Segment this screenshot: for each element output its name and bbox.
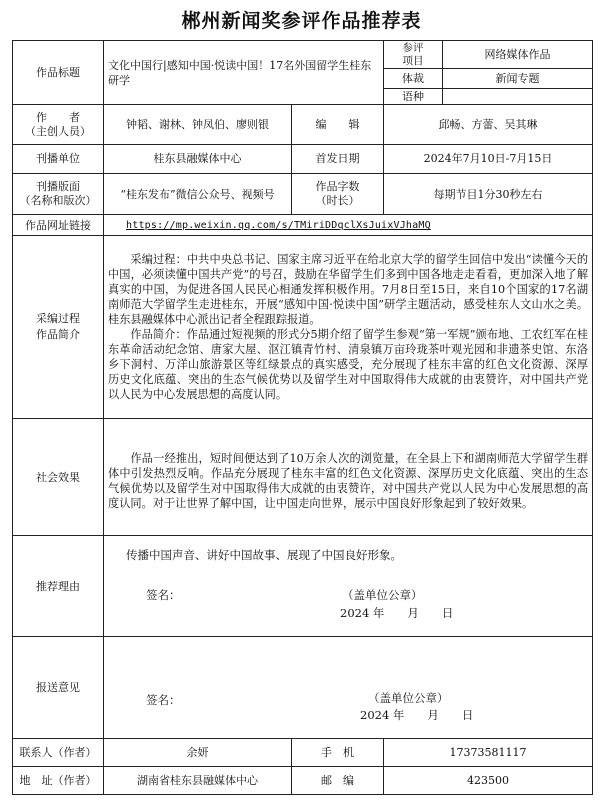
process-label: 采编过程 作品简介 [13, 236, 104, 419]
publisher-label: 刊播单位 [13, 144, 104, 173]
reason-date: 2024 年 月 日 [340, 606, 454, 621]
process-paragraph: 采编过程：中共中央总书记、国家主席习近平在给北京大学的留学生回信中发出“读懂今天的中国，必须读懂中国共产党”的号召，鼓励在华留学生们多到中国各地走走看看，更加深入地了解真实的中国，为促进各国人民民心相通发挥积极作用。7月8日至15日，来自10个国家的17名湖南师范大学留学生走进桂东，开展“感知中国·悦读中国”研学主题活动，感受桂东人文山水之美。桂东县融媒体中心派出记者全程跟踪报道。 [108, 253, 589, 327]
address-value: 湖南省桂东县融媒体中心 [104, 766, 292, 794]
work-title-value: 文化中国行|感知中国·悦读中国！17名外国留学生桂东研学 [104, 41, 384, 105]
effect-body [104, 418, 593, 535]
effect-label: 社会效果 [13, 418, 104, 535]
url-label: 作品网址链接 [13, 215, 104, 236]
author-label: 作 者 （主创人员） [13, 105, 104, 144]
work-title-label: 作品标题 [13, 41, 104, 105]
opinion-cell [104, 637, 593, 739]
genre-value: 新闻专题 [443, 69, 593, 89]
opinion-seal-note: （盖单位公章） [368, 691, 449, 706]
first-date-label: 首发日期 [292, 144, 384, 173]
publisher-value: 桂东县融媒体中心 [104, 144, 292, 173]
opinion-signature-label: 签名： [146, 693, 181, 708]
reason-signature-label: 签名： [146, 588, 181, 603]
effect-paragraph: 作品一经推出，短时间便达到了10万余人次的浏览量，在全县上下和湖南师范大学留学生群体中引发热烈反响。作品充分展现了桂东丰富的红色文化资源、深厚历史文化底蕴、突出的生态气候优势以及留学生对中国取得伟大成就的由衷赞许，对中国共产党以人民为中心发展思想的高度认同。对于让世界了解中国，让中国走向世界，展示中国良好形象起到了较好效果。 [108, 452, 589, 511]
author-value: 钟韬、谢林、钟凤伯、廖则银 [104, 105, 292, 144]
editor-label: 编 辑 [292, 105, 384, 144]
layout-label: 刊播版面 （名称和版次） [13, 173, 104, 215]
genre-label: 体裁 [384, 69, 443, 89]
reason-label: 推荐理由 [13, 536, 104, 637]
address-label: 地 址（作者） [13, 766, 104, 794]
language-label: 语种 [384, 88, 443, 105]
word-count-label: 作品字数 （时长） [292, 173, 384, 215]
reason-text: 传播中国声音、讲好中国故事、展现了中国良好形象。 [126, 548, 402, 563]
category-value: 网络媒体作品 [443, 41, 593, 69]
editor-value: 邱畅、方蕾、吴其琳 [384, 105, 593, 144]
category-label: 参评 项目 [384, 41, 443, 69]
process-body [104, 236, 593, 419]
first-date-value: 2024年7月10日-7月15日 [384, 144, 593, 173]
opinion-date: 2024 年 月 日 [360, 708, 474, 723]
intro-paragraph: 作品简介：作品通过短视频的形式分5期介绍了留学生参观“第一军规”颁布地、工农红军在桂东革命活动纪念馆、唐家大屋、沤江镇青竹村、清泉镇万亩玲珑茶叶观光园和非遗茶史馆、东洛乡下洞村、万洋山旅游景区等红绿景点的真实感受，充分展现了桂东丰富的红色文化资源、深厚历史文化底蕴、突出的生态气候优势以及留学生对中国取得伟大成就的由衷赞许，对中国共产党以人民为中心发展思想的高度认同。 [108, 328, 589, 402]
phone-label: 手 机 [292, 738, 384, 766]
work-url-link[interactable]: https://mp.weixin.qq.com/s/TMiriDDqclXsJuixVJhaMQ [126, 220, 431, 232]
contact-value: 余妍 [104, 738, 292, 766]
postcode-label: 邮 编 [292, 766, 384, 794]
reason-seal-note: （盖单位公章） [342, 588, 423, 603]
phone-value: 17373581117 [384, 738, 593, 766]
recommendation-form [12, 40, 593, 795]
opinion-label: 报送意见 [13, 637, 104, 739]
form-title: 郴州新闻奖参评作品推荐表 [181, 10, 422, 32]
language-value [443, 88, 593, 105]
word-count-value: 每期节目1分30秒左右 [384, 173, 593, 215]
reason-cell [104, 536, 593, 637]
postcode-value: 423500 [384, 766, 593, 794]
layout-value: “桂东发布”微信公众号、视频号 [104, 173, 292, 215]
contact-label: 联系人（作者） [13, 738, 104, 766]
